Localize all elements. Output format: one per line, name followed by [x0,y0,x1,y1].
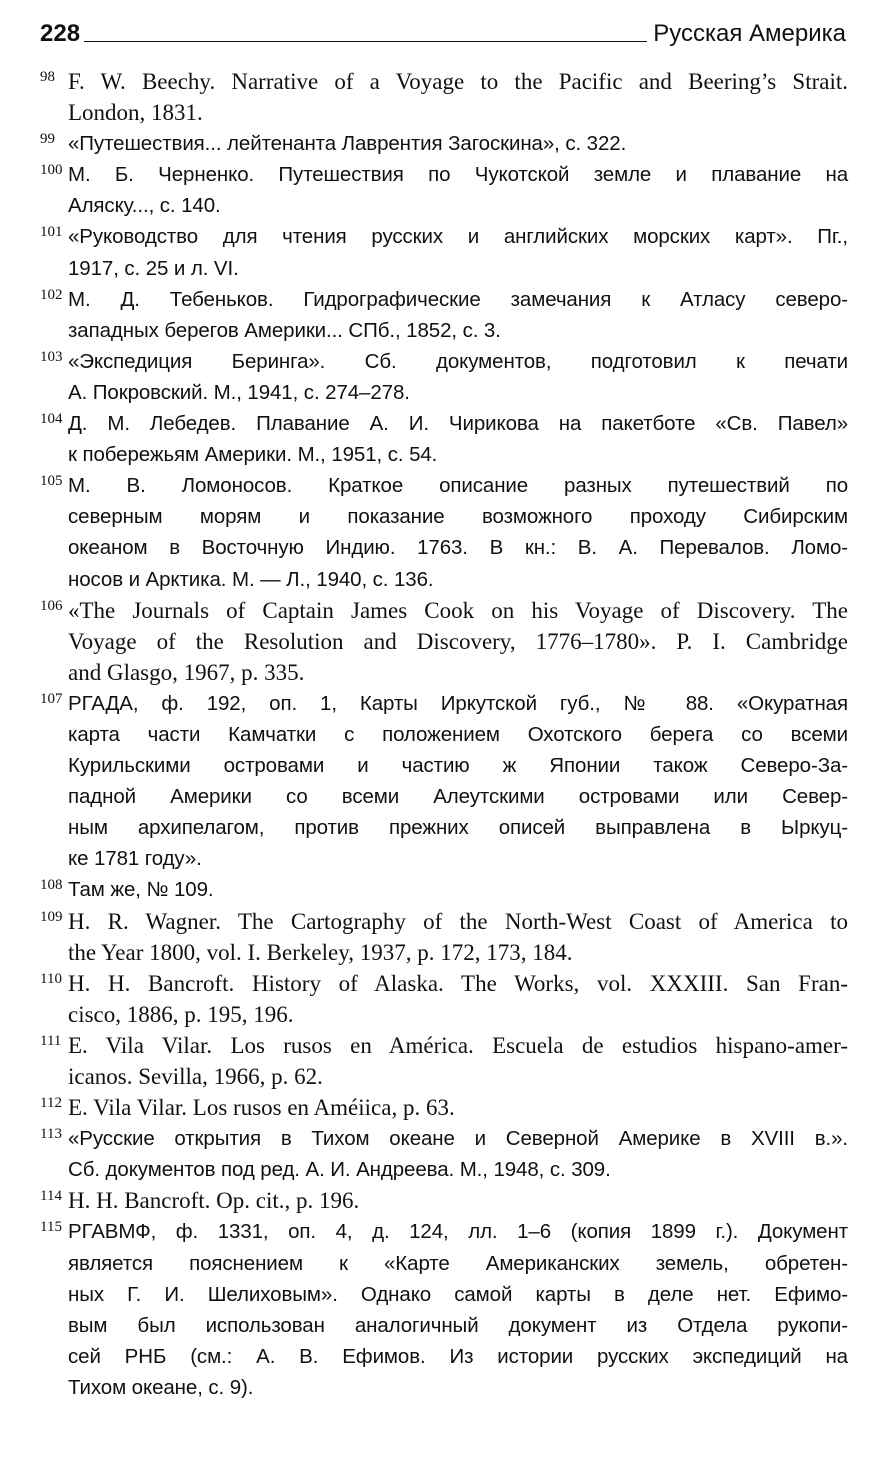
footnote [40,968,848,1030]
footnote [40,1185,848,1216]
footnote [40,346,848,408]
footnote-line: М. В. Ломоносов. Краткое описание разных путешествий по [68,474,848,498]
footnote-number: 98 [40,69,55,85]
footnote-line: РГАВМФ, ф. 1331, оп. 4, д. 124, лл. 1–6 (копия 1899 г.). Документ [68,1220,848,1244]
footnote-line: к побережьям Америки. М., 1951, с. 54. [68,443,438,467]
footnote-line: H. H. Bancroft. History of Alaska. The Works, vol. XXXIII. San Fran- [68,970,848,996]
footnote [40,1216,848,1403]
footnote-number: 103 [40,348,63,365]
footnote [40,221,848,283]
footnote-line: the Year 1800, vol. I. Berkeley, 1937, p. 172, 173, 184. [68,939,573,965]
footnote-number: 111 [40,1032,62,1049]
footnote-line: E. Vila Vilar. Los rusos en Améiica, p. 63. [68,1095,455,1121]
footnote-line: северным морям и показание возможного проходу Сибирским [68,505,848,529]
footnote-line: «Экспедиция Беринга». Сб. документов, подготовил к печати [68,349,848,373]
footnote-line: 1917, с. 25 и л. VI. [68,256,239,280]
footnote-line: М. Б. Черненко. Путешествия по Чукотской земле и плавание на [68,163,848,187]
footnote-line: «Руководство для чтения русских и английских морских карт». Пг., [68,225,848,249]
footnote-line: является пояснением к «Карте Американских земель, обретен- [68,1251,848,1275]
footnote-number: 105 [40,473,63,490]
footnote-number: 102 [40,286,63,303]
footnote-line: cisco, 1886, p. 195, 196. [68,1001,294,1027]
footnote-line: сей РНБ (см.: А. В. Ефимов. Из истории русских экспедиций на [68,1344,848,1368]
footnote-line: ным архипелагом, против прежних описей выправлена в Ыркуц- [68,816,848,840]
footnote-number: 104 [40,411,63,428]
footnote-line: Voyage of the Resolution and Discovery, 1776–1780». P. I. Cambridge [68,628,848,654]
footnote-line: «The Journals of Captain James Cook on his Voyage of Discovery. The [68,597,848,623]
footnote-number: 109 [40,908,63,925]
footnote [40,408,848,470]
footnote-line: Сб. документов под ред. А. И. Андреева. М., 1948, с. 309. [68,1158,611,1182]
footnote-line: «Русские открытия в Тихом океане и Северной Америке в XVIII в.». [68,1127,848,1151]
footnote [40,159,848,221]
footnote-line: западных берегов Америки... СПб., 1852, с. 3. [68,318,501,342]
footnote-line: E. Vila Vilar. Los rusos en América. Escuela de estudios hispano-amer- [68,1032,848,1058]
footnote-line: «Путешествия... лейтенанта Лаврентия Загоскина», с. 322. [68,132,627,156]
footnote-line: Д. М. Лебедев. Плавание А. И. Чирикова на пакетботе «Св. Павел» [68,412,848,436]
footnote [40,470,848,594]
header-rule [84,41,647,42]
footnote-number: 114 [40,1188,62,1205]
page-number: 228 [40,20,81,47]
footnote [40,1123,848,1185]
footnote [40,66,848,128]
footnote-line: океаном в Восточную Индию. 1763. В кн.: В. А. Перевалов. Ломо- [68,536,848,560]
footnote-number: 112 [40,1095,62,1112]
footnotes-list [40,66,848,1403]
footnote-line: H. R. Wagner. The Cartography of the North-West Coast of America to [68,908,848,934]
footnote [40,906,848,968]
footnote-number: 108 [40,877,63,894]
footnote-line: ных Г. И. Шелиховым». Однако самой карты в деле нет. Ефимо- [68,1282,848,1306]
running-title: Русская Америка [653,20,846,47]
footnote-line: карта части Камчатки с положением Охотского берега со всеми [68,722,848,746]
footnote-line: Тихом океане, с. 9). [68,1375,254,1399]
footnote-line: and Glasgo, 1967, p. 335. [68,659,305,685]
footnote-line: носов и Арктика. М. — Л., 1940, с. 136. [68,567,434,591]
footnote-line: А. Покровский. М., 1941, с. 274–278. [68,380,410,404]
footnote-line: F. W. Beechy. Narrative of a Voyage to the Pacific and Beering’s Strait. [68,69,848,94]
footnote-number: 99 [40,131,55,148]
footnote-line: М. Д. Тебеньков. Гидрографические замечания к Атласу северо- [68,287,848,311]
footnote-number: 106 [40,597,63,614]
running-header [40,14,846,48]
footnote [40,595,848,688]
footnote-number: 100 [40,162,63,179]
footnote [40,874,848,905]
footnote [40,284,848,346]
footnote-number: 107 [40,690,63,707]
footnote-line: падной Америки со всеми Алеутскими островами или Север- [68,785,848,809]
footnote-line: London, 1831. [68,100,203,126]
footnote-number: 115 [40,1219,62,1236]
footnote [40,128,848,159]
footnote-line: icanos. Sevilla, 1966, p. 62. [68,1064,323,1089]
footnote [40,1030,848,1092]
footnote-line: Курильскими островами и частию ж Японии також Северо-За- [68,754,848,778]
footnote-line: Там же, № 109. [68,878,214,902]
footnote-line: Аляску..., с. 140. [68,194,221,218]
footnote [40,688,848,875]
footnote-number: 101 [40,224,63,241]
footnote-line: ке 1781 году». [68,847,202,871]
footnote-line: РГАДА, ф. 192, оп. 1, Карты Иркутской губ., № 88. «Окуратная [68,691,848,715]
footnote [40,1092,848,1123]
footnote-number: 113 [40,1126,62,1143]
footnote-number: 110 [40,970,62,987]
footnote-line: H. H. Bancroft. Op. cit., p. 196. [68,1188,360,1214]
footnote-line: вым был использован аналогичный документ из Отдела рукопи- [68,1313,848,1337]
